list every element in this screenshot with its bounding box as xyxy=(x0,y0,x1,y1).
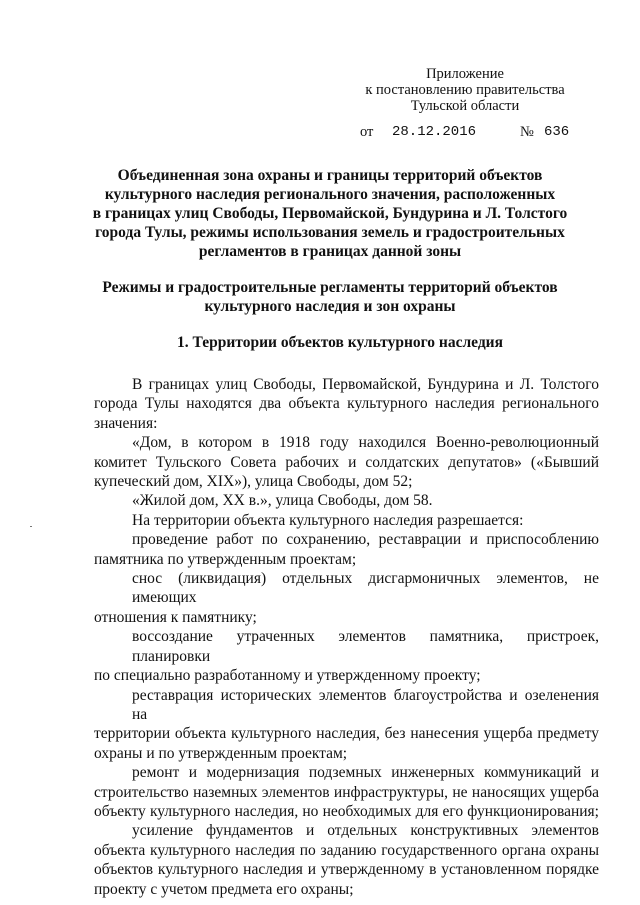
body-line: В границах улиц Свободы, Первомайской, Бундурина и Л. Толстого xyxy=(132,376,599,393)
body-line: охраны и по утвержденным проектам; xyxy=(94,744,348,762)
title-line-1: Объединенная зона охраны и границы территорий объектов xyxy=(117,167,543,184)
subtitle-line-1: Режимы и градостроительные регламенты территорий объектов xyxy=(102,279,558,296)
title-line-2: культурного наследия регионального значения, расположенных xyxy=(104,186,556,203)
decree-from-label: от xyxy=(360,124,374,140)
decree-date: 28.12.2016 xyxy=(392,124,477,140)
body-line: «Дом, в котором в 1918 году находился Военно-революционный xyxy=(132,434,599,452)
body-line: снос (ликвидация) отдельных дисгармоничных элементов, не имеющих xyxy=(132,570,599,607)
body-line: памятника по утвержденным проектам; xyxy=(94,550,357,568)
appendix-header xyxy=(340,66,590,114)
body-line: На территории объекта культурного наследия разрешается: xyxy=(132,511,524,529)
title-line-5: регламентов в границах данной зоны xyxy=(198,243,462,260)
body-line: проекту с учетом предмета его охраны; xyxy=(94,880,354,898)
body-line: «Жилой дом, XX в.», улица Свободы, дом 58. xyxy=(132,492,433,510)
decree-number-label: № xyxy=(520,124,534,140)
title-line-3: в границах улиц Свободы, Первомайской, Бундурина и Л. Толстого xyxy=(92,205,568,222)
appendix-line-3: Тульской области xyxy=(410,98,520,114)
title-line-4: города Тулы, режимы использования земель и градостроительных xyxy=(95,224,565,241)
decree-number: 636 xyxy=(544,124,570,140)
body-line: купеческий дом, XIX»), улица Свободы, дом 52; xyxy=(94,473,413,491)
appendix-line-1: Приложение xyxy=(426,66,504,82)
document-subtitle xyxy=(100,278,560,316)
appendix-line-2: к постановлению правительства xyxy=(365,82,565,98)
body-line: строительство наземных элементов инфраструктуры, не наносящих ущерба xyxy=(94,783,599,801)
body-line: объекта культурного наследия по заданию государственного органа охраны xyxy=(94,841,599,859)
body-line: города Тулы находятся два объекта культурного наследия регионального xyxy=(94,395,599,413)
body-line: воссоздание утраченных элементов памятника, пристроек, планировки xyxy=(132,628,599,665)
body-line: ремонт и модернизация подземных инженерных коммуникаций и xyxy=(132,764,599,782)
body-line: проведение работ по сохранению, реставрации и приспособлению xyxy=(132,531,599,549)
body-line: отношения к памятнику; xyxy=(94,608,257,626)
body-line: комитет Тульского Совета рабочих и солдатских депутатов» («Бывший xyxy=(94,453,599,471)
body-line: значения: xyxy=(94,414,158,432)
body-line: объектов культурного наследия и утвержденному в установленном порядке xyxy=(94,861,599,879)
scan-mark xyxy=(30,526,32,527)
body-line: объекту культурного наследия, но необходимых для его функционирования; xyxy=(94,802,599,820)
body-line: по специально разработанному и утвержденному проекту; xyxy=(94,667,481,685)
body-line: усиление фундаментов и отдельных конструктивных элементов xyxy=(132,822,599,840)
subtitle-line-2: культурного наследия и зон охраны xyxy=(204,298,456,315)
document-title xyxy=(90,166,570,261)
body-line: территории объекта культурного наследия, без нанесения ущерба предмету xyxy=(94,725,599,743)
section-heading: 1. Территории объектов культурного наследия xyxy=(177,334,503,351)
body-text xyxy=(94,375,599,899)
body-line: реставрация исторических элементов благоустройства и озеленения на xyxy=(132,686,599,723)
